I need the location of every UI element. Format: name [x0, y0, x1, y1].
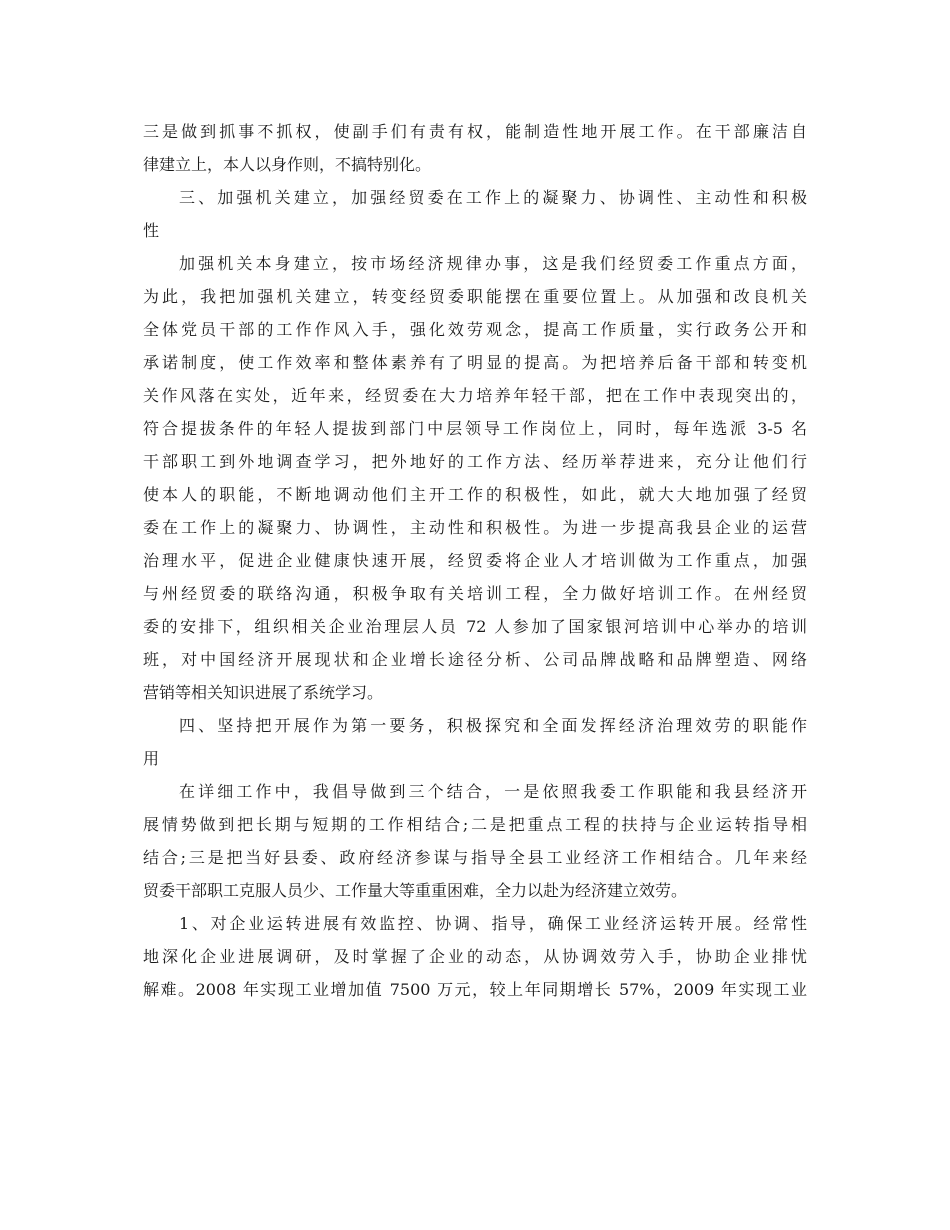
text-line: 三、加强机关建立，加强经贸委在工作上的凝聚力、协调性、主动性和积极 — [179, 188, 807, 207]
text-line: 委的安排下，组织相关企业治理层人员 72 人参加了国家银河培训中心举办的培训 — [143, 617, 807, 636]
section-heading — [143, 181, 807, 247]
text-line: 为此，我把加强机关建立，转变经贸委职能摆在重要位置上。从加强和改良机关 — [143, 287, 807, 306]
section-heading — [143, 709, 807, 775]
text-line: 用 — [143, 749, 160, 768]
text-line: 性 — [143, 221, 160, 240]
text-line: 展情势做到把长期与短期的工作相结合;二是把重点工程的扶持与企业运转指导相 — [143, 815, 807, 834]
text-line: 营销等相关知识进展了系统学习。 — [143, 683, 384, 702]
text-line: 地深化企业进展调研，及时掌握了企业的动态，从协调效劳入手，协助企业排忧 — [143, 947, 807, 966]
paragraph — [143, 775, 807, 907]
text-line: 关作风落在实处，近年来，经贸委在大力培养年轻干部，把在工作中表现突出的， — [143, 386, 807, 405]
text-line: 四、坚持把开展作为第一要务，积极探究和全面发挥经济治理效劳的职能作 — [179, 716, 807, 735]
text-line: 在详细工作中，我倡导做到三个结合，一是依照我委工作职能和我县经济开 — [179, 782, 807, 801]
text-line: 贸委干部职工克服人员少、工作量大等重重困难，全力以赴为经济建立效劳。 — [143, 881, 688, 900]
text-line: 加强机关本身建立，按市场经济规律办事，这是我们经贸委工作重点方面， — [179, 254, 807, 273]
document-page — [143, 115, 807, 1006]
text-line: 班，对中国经济开展现状和企业增长途径分析、公司品牌战略和品牌塑造、网络 — [143, 650, 807, 669]
paragraph — [143, 907, 807, 1006]
paragraph — [143, 247, 807, 709]
text-line: 律建立上，本人以身作则，不搞特别化。 — [143, 155, 432, 174]
text-line: 干部职工到外地调查学习，把外地好的工作方法、经历举荐进来，充分让他们行 — [143, 452, 807, 471]
text-line: 解难。2008 年实现工业增加值 7500 万元，较上年同期增长 57%，2009 年实现工业 — [143, 980, 807, 999]
text-line: 与州经贸委的联络沟通，积极争取有关培训工程，全力做好培训工作。在州经贸 — [143, 584, 807, 603]
text-line: 使本人的职能，不断地调动他们主开工作的积极性，如此，就大大地加强了经贸 — [143, 485, 807, 504]
text-line: 委在工作上的凝聚力、协调性，主动性和积极性。为进一步提高我县企业的运营 — [143, 518, 807, 537]
text-line: 1、对企业运转进展有效监控、协调、指导，确保工业经济运转开展。经常性 — [179, 914, 807, 933]
text-line: 全体党员干部的工作作风入手，强化效劳观念，提高工作质量，实行政务公开和 — [143, 320, 807, 339]
paragraph — [143, 115, 807, 181]
text-line: 三是做到抓事不抓权，使副手们有责有权，能制造性地开展工作。在干部廉洁自 — [143, 122, 807, 141]
text-line: 符合提拔条件的年轻人提拔到部门中层领导工作岗位上，同时，每年选派 3-5 名 — [143, 419, 807, 438]
text-line: 结合;三是把当好县委、政府经济参谋与指导全县工业经济工作相结合。几年来经 — [143, 848, 807, 867]
text-line: 承诺制度，使工作效率和整体素养有了明显的提高。为把培养后备干部和转变机 — [143, 353, 807, 372]
text-line: 治理水平，促进企业健康快速开展，经贸委将企业人才培训做为工作重点，加强 — [143, 551, 807, 570]
